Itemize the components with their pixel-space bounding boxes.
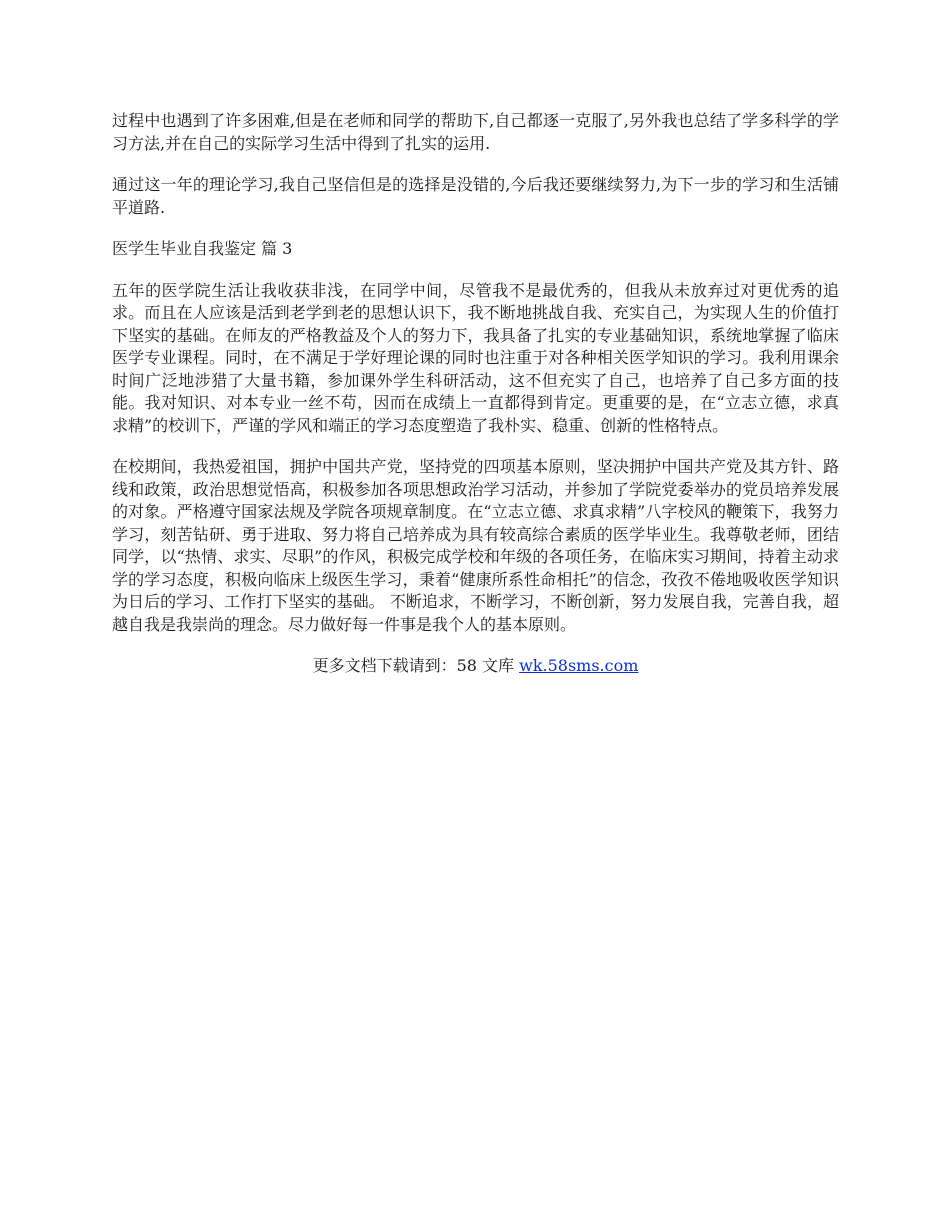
paragraph-1: 过程中也遇到了许多困难,但是在老师和同学的帮助下,自己都逐一克服了,另外我也总结了学多科学的学习方法,并在自己的实际学习生活中得到了扎实的运用. <box>112 111 839 153</box>
paragraph-3: 五年的医学院生活让我收获非浅，在同学中间，尽管我不是最优秀的，但我从未放弃过对更优秀的追求。而且在人应该是活到老学到老的思想认识下，我不断地挑战自我、充实自己，为实现人生的价值打下坚实的基础。在师友的严格教益及个人的努力下，我具备了扎实的专业基础知识，系统地掌握了临床医学专业课程。同时，在不满足于学好理论课的同时也注重于对各种相关医学知识的学习。我利用课余时间广泛地涉猎了大量书籍，参加课外学生科研活动，这不但充实了自己，也培养了自己多方面的技能。我对知识、对本专业一丝不苟，因而在成绩上一直都得到肯定。更重要的是，在“立志立德，求真求精”的校训下，严谨的学风和端正的学习态度塑造了我朴实、稳重、创新的性格特点。 <box>112 280 839 435</box>
footer-link[interactable]: wk.58sms.com <box>519 656 639 675</box>
download-footer <box>112 655 839 678</box>
paragraph-2: 通过这一年的理论学习,我自己坚信但是的选择是没错的,今后我还要继续努力,为下一步的学习和生活铺平道路. <box>112 175 839 217</box>
section-heading: 医学生毕业自我鉴定 篇 3 <box>112 239 293 258</box>
document-page <box>112 110 839 678</box>
paragraph-4: 在校期间，我热爱祖国，拥护中国共产党，坚持党的四项基本原则，坚决拥护中国共产党及其方针、路线和政策，政治思想觉悟高，积极参加各项思想政治学习活动，并参加了学院党委举办的党员培养发展的对象。严格遵守国家法规及学院各项规章制度。在“立志立德、求真求精”八字校风的鞭策下，我努力学习，刻苦钻研、勇于进取、努力将自己培养成为具有较高综合素质的医学毕业生。我尊敬老师，团结同学，以“热情、求实、尽职”的作风，积极完成学校和年级的各项任务，在临床实习期间，持着主动求学的学习态度，积极向临床上级医生学习，秉着“健康所系性命相托”的信念，孜孜不倦地吸收医学知识为日后的学习、工作打下坚实的基础。 不断追求，不断学习，不断创新，努力发展自我，完善自我，超越自我是我崇尚的理念。尽力做好每一件事是我个人的基本原则。 <box>112 457 839 634</box>
footer-prefix: 更多文档下载请到：58 文库 <box>312 656 520 675</box>
